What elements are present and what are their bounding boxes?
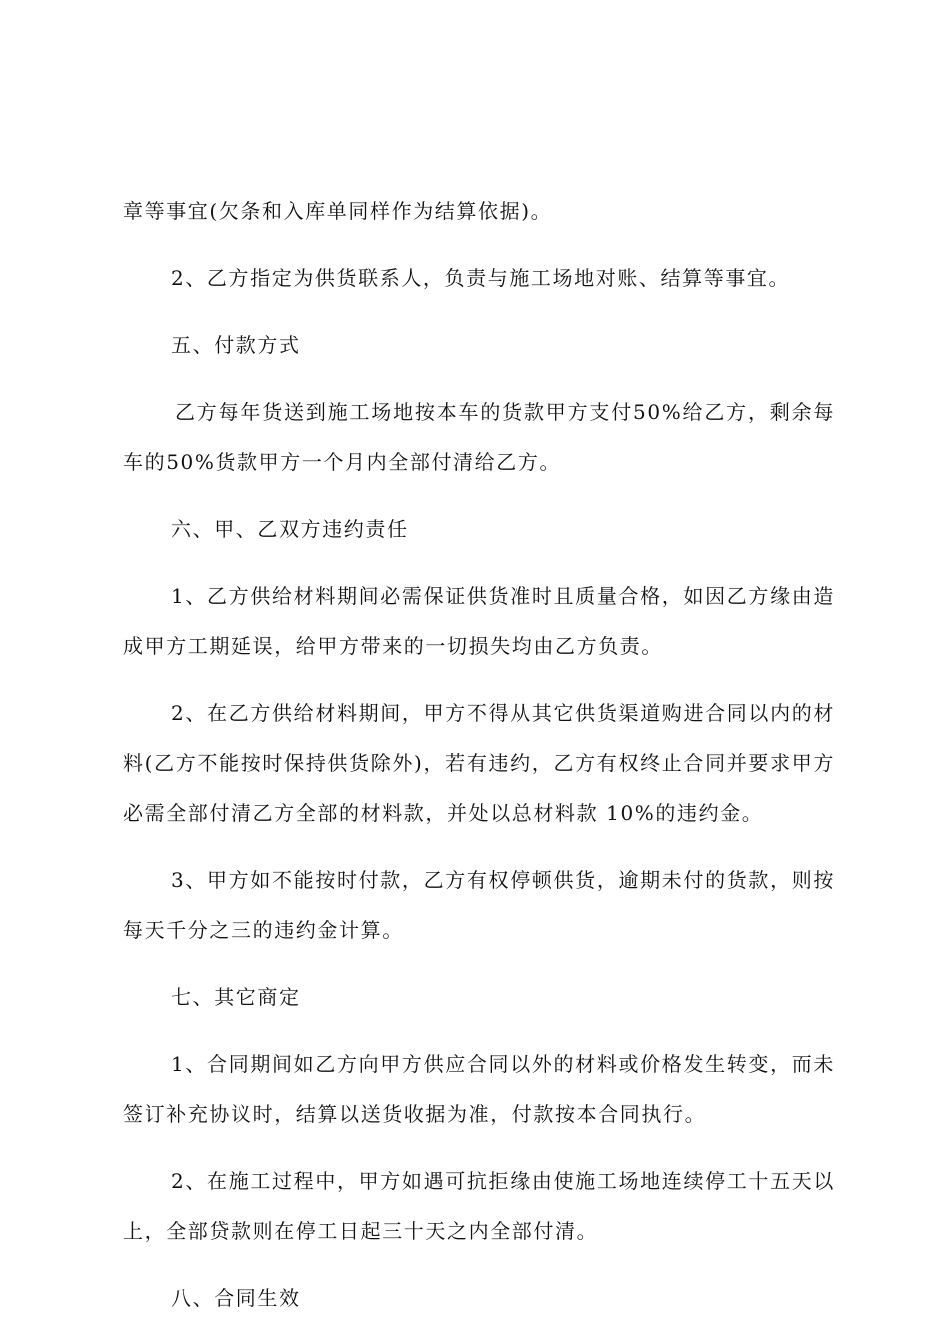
paragraph-settlement-continuation: 章等事宜(欠条和入库单同样作为结算依据)。 <box>123 199 553 223</box>
paragraph-other-clause-2: 2、在施工过程中，甲方如遇可抗拒缘由使施工场地连续停工十五天以上，全部贷款则在停工日起三十天之内全部付清。 <box>123 1169 835 1243</box>
paragraph-breach-clause-3: 3、甲方如不能按时付款，乙方有权停顿供货，逾期未付的货款，则按每天千分之三的违约金计算。 <box>123 868 835 942</box>
section-heading-breach-liability: 六、甲、乙双方违约责任 <box>171 517 409 541</box>
paragraph-other-clause-1: 1、合同期间如乙方向甲方供应合同以外的材料或价格发生转变，而未签订补充协议时，结算以送货收据为准，付款按本合同执行。 <box>123 1052 835 1126</box>
document-body <box>123 186 835 1323</box>
paragraph-supply-contact: 2、乙方指定为供货联系人，负责与施工场地对账、结算等事宜。 <box>171 266 791 290</box>
paragraph-breach-clause-2: 2、在乙方供给材料期间，甲方不得从其它供货渠道购进合同以内的材料(乙方不能按时保持供货除外)，若有违约，乙方有权终止合同并要求甲方必需全部付清乙方全部的材料款，并处以总材料款 10%的违约金。 <box>123 701 835 825</box>
paragraph-payment-terms: 乙方每年货送到施工场地按本车的货款甲方支付50%给乙方，剩余每车的50%货款甲方一个月内全部付清给乙方。 <box>123 400 835 474</box>
section-heading-other-agreements: 七、其它商定 <box>171 985 301 1009</box>
paragraph-breach-clause-1: 1、乙方供给材料期间必需保证供货准时且质量合格，如因乙方缘由造成甲方工期延误，给甲方带来的一切损失均由乙方负责。 <box>123 584 835 658</box>
section-heading-contract-effect: 八、合同生效 <box>171 1286 301 1310</box>
section-heading-payment-method: 五、付款方式 <box>171 333 301 357</box>
